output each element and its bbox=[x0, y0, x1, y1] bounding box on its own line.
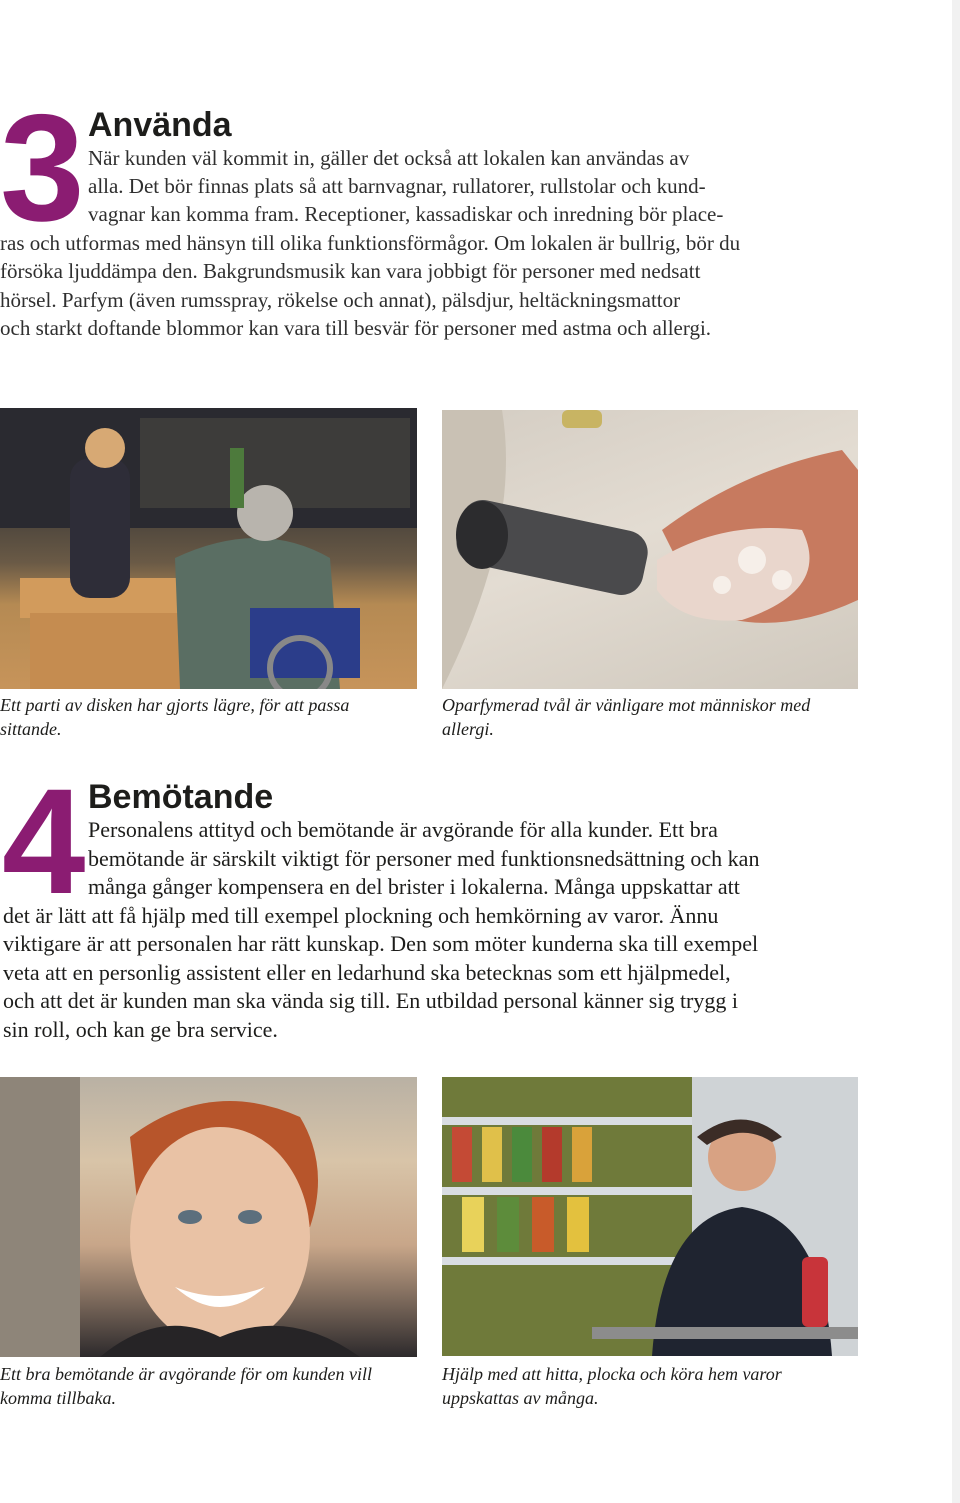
body-line: Personalens attityd och bemötande är avgörande för alla kunder. Ett bra bbox=[88, 817, 718, 842]
body-line: försöka ljuddämpa den. Bakgrundsmusik kan vara jobbigt för personer med nedsatt bbox=[0, 259, 701, 283]
caption-line: Hjälp med att hitta, plocka och köra hem varor bbox=[442, 1364, 782, 1384]
section-heading: Använda bbox=[88, 106, 232, 144]
caption-line: uppskattas av många. bbox=[442, 1388, 599, 1408]
body-line: många gånger kompensera en del brister i lokalerna. Många uppskattar att bbox=[88, 874, 740, 899]
photo-caption bbox=[442, 1362, 860, 1410]
body-line: viktigare är att personalen har rätt kunskap. Den som möter kunderna ska till exempel bbox=[3, 931, 759, 956]
photo-shop-illustration bbox=[442, 1077, 858, 1356]
section-number: 3 bbox=[0, 83, 81, 253]
body-line: och att det är kunden man ska vända sig till. En utbildad personal känner sig trygg i bbox=[3, 988, 738, 1013]
caption-line: komma tillbaka. bbox=[0, 1388, 116, 1408]
section-number: 4 bbox=[2, 757, 86, 925]
caption-line: sittande. bbox=[0, 719, 62, 739]
page-edge bbox=[952, 0, 960, 1503]
photo-woman-illustration bbox=[0, 1077, 417, 1357]
caption-line: Ett bra bemötande är avgörande för om kunden vill bbox=[0, 1364, 372, 1384]
body-line: veta att en personlig assistent eller en ledarhund ska betecknas som ett hjälpmedel, bbox=[3, 960, 731, 985]
section-heading: Bemötande bbox=[88, 778, 274, 816]
photo-caption bbox=[0, 1362, 420, 1410]
body-line: sin roll, och kan ge bra service. bbox=[3, 1017, 278, 1042]
photo-shop-assistant bbox=[442, 1077, 858, 1356]
body-line: När kunden väl kommit in, gäller det också att lokalen kan användas av bbox=[88, 146, 690, 170]
caption-line: Oparfymerad tvål är vänligare mot människor med bbox=[442, 695, 811, 715]
body-line: hörsel. Parfym (även rumsspray, rökelse och annat), pälsdjur, heltäckningsmattor bbox=[0, 288, 681, 312]
body-line: det är lätt att få hjälp med till exempel plockning och hemkörning av varor. Ännu bbox=[3, 903, 719, 928]
body-line: ras och utformas med hänsyn till olika funktionsförmågor. Om lokalen är bullrig, bör du bbox=[0, 231, 741, 255]
body-line: bemötande är särskilt viktigt för personer med funktionsnedsättning och kan bbox=[88, 846, 760, 871]
caption-line: Ett parti av disken har gjorts lägre, för att passa bbox=[0, 695, 350, 715]
body-line: vagnar kan komma fram. Receptioner, kassadiskar och inredning bör place- bbox=[88, 202, 724, 226]
caption-line: allergi. bbox=[442, 719, 494, 739]
body-line: alla. Det bör finnas plats så att barnvagnar, rullatorer, rullstolar och kund- bbox=[88, 174, 706, 198]
body-line: och starkt doftande blommor kan vara till besvär för personer med astma och allergi. bbox=[0, 316, 712, 340]
photo-smiling-woman bbox=[0, 1077, 417, 1357]
